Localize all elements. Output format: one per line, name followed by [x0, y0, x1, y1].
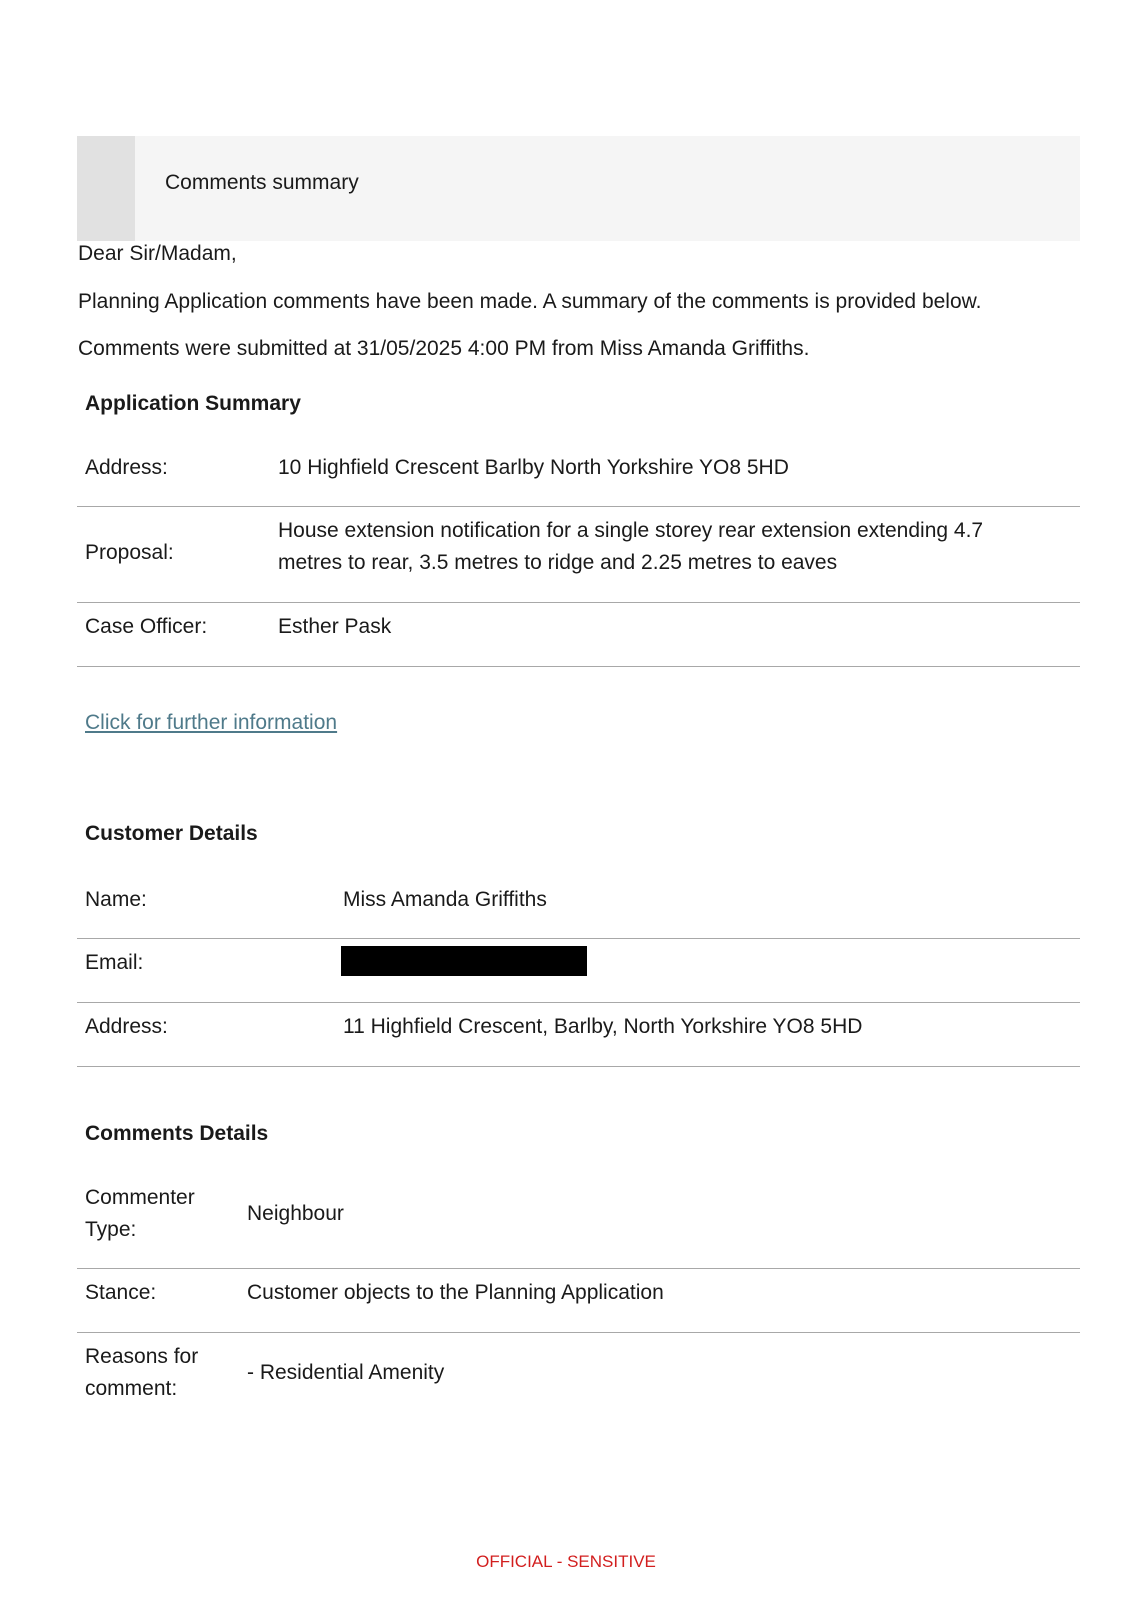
commenter-type-label-line-2: Type:: [85, 1218, 137, 1241]
table-row: [77, 603, 1080, 667]
case-officer-label: Case Officer:: [85, 615, 208, 638]
table-row: [77, 1176, 1080, 1269]
commenter-type-label-line-1: Commenter: [85, 1186, 195, 1209]
intro-line-2: Comments were submitted at 31/05/2025 4:00 PM from Miss Amanda Griffiths.: [78, 337, 810, 360]
customer-address-value: 11 Highfield Crescent, Barlby, North Yorkshire YO8 5HD: [343, 1015, 863, 1038]
stance-label: Stance:: [85, 1281, 157, 1304]
reasons-label-line-2: comment:: [85, 1377, 178, 1400]
banner-accent-bar: [77, 136, 135, 241]
proposal-label: Proposal:: [85, 541, 174, 564]
stance-value: Customer objects to the Planning Application: [247, 1281, 664, 1304]
table-row: [77, 1269, 1080, 1333]
table-row: [77, 1333, 1080, 1423]
customer-address-label: Address:: [85, 1015, 168, 1038]
classification-marking: OFFICIAL - SENSITIVE: [476, 1552, 656, 1571]
customer-details-heading: Customer Details: [85, 822, 258, 845]
further-information-link[interactable]: Click for further information: [85, 711, 338, 734]
table-row: [77, 1003, 1080, 1067]
address-value: 10 Highfield Crescent Barlby North Yorkshire YO8 5HD: [278, 456, 789, 479]
greeting: Dear Sir/Madam,: [78, 242, 237, 265]
reasons-value: - Residential Amenity: [247, 1361, 445, 1384]
table-row: [77, 876, 1080, 939]
reasons-label-line-1: Reasons for: [85, 1345, 199, 1368]
application-summary-table: [77, 442, 1080, 667]
customer-details-table: [77, 876, 1080, 1067]
redacted-email-block: [341, 946, 587, 976]
comments-summary-banner: [77, 136, 1080, 241]
name-value: Miss Amanda Griffiths: [343, 888, 547, 911]
table-row: [77, 507, 1080, 603]
table-row: [77, 442, 1080, 507]
comments-details-table: [77, 1176, 1080, 1423]
application-summary-heading: Application Summary: [85, 392, 301, 415]
commenter-type-value: Neighbour: [247, 1202, 344, 1225]
intro-line-1: Planning Application comments have been made. A summary of the comments is provided below.: [78, 290, 982, 313]
case-officer-value: Esther Pask: [278, 615, 392, 638]
table-row: [77, 939, 1080, 1003]
banner-title: Comments summary: [165, 171, 359, 194]
proposal-value-line-2: metres to rear, 3.5 metres to ridge and 2.25 metres to eaves: [278, 551, 838, 574]
name-label: Name:: [85, 888, 147, 911]
email-label: Email:: [85, 951, 144, 974]
comments-details-heading: Comments Details: [85, 1122, 269, 1145]
address-label: Address:: [85, 456, 168, 479]
proposal-value-line-1: House extension notification for a single storey rear extension extending 4.7: [278, 519, 984, 542]
